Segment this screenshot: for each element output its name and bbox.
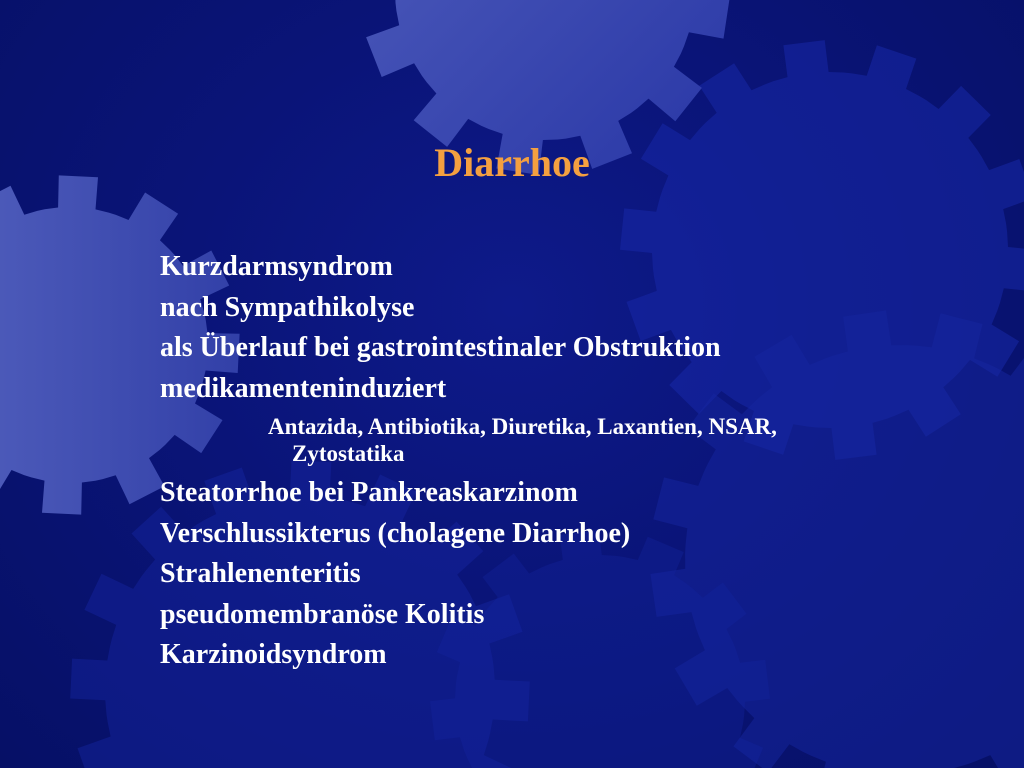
- sub-list-item: [160, 413, 828, 467]
- list-item: medikamenteninduziert: [160, 372, 447, 404]
- list-item: Steatorrhoe bei Pankreaskarzinom: [160, 477, 578, 508]
- sub-list-item-line: Zytostatika: [292, 441, 405, 466]
- list-item: Verschlussikterus (cholagene Diarrhoe): [160, 517, 631, 549]
- list-item: nach Sympathikolyse: [160, 291, 415, 323]
- sub-list-item-line: Antazida, Antibiotika, Diuretika, Laxantien, NSAR,: [268, 414, 777, 439]
- list-item: Karzinoidsyndrom: [160, 639, 387, 670]
- slide-title: Diarrhoe: [434, 140, 590, 185]
- list-item: Strahlenenteritis: [160, 558, 361, 589]
- list-item: Kurzdarmsyndrom: [160, 251, 393, 282]
- bullet-list: [160, 247, 940, 676]
- list-item: als Überlauf bei gastrointestinaler Obstruktion: [160, 332, 721, 363]
- list-item: pseudomembranöse Kolitis: [160, 598, 485, 630]
